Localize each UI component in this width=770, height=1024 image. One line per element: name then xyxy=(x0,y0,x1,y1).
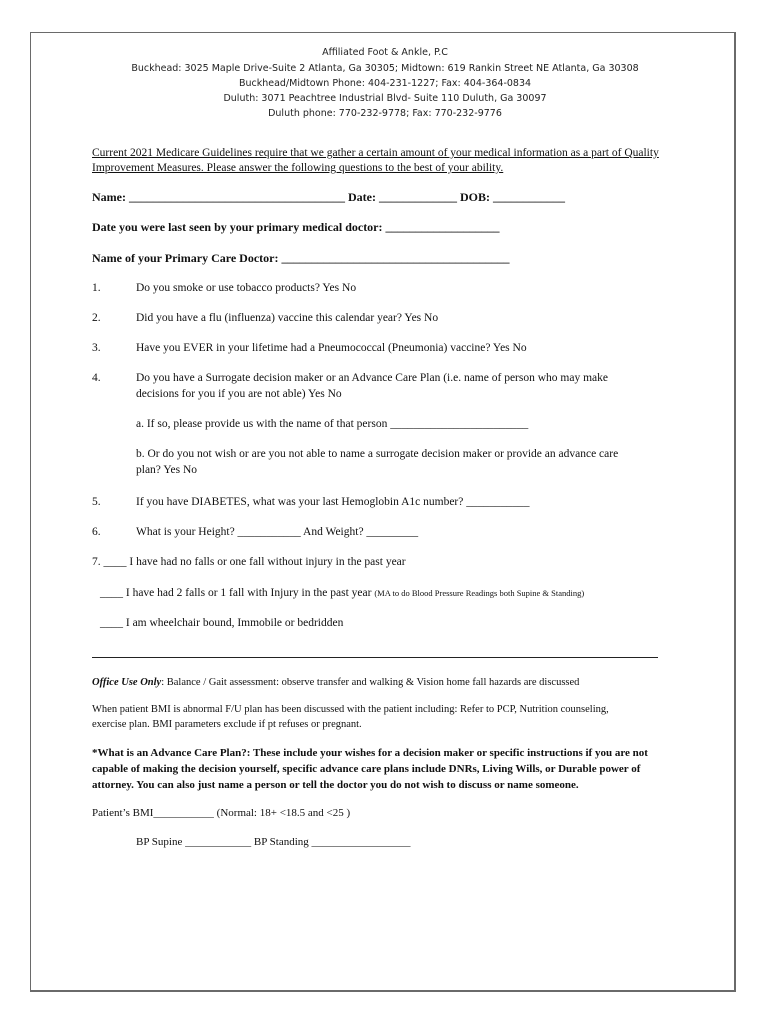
q7-option-no-falls[interactable]: 7. ____ I have had no falls or one fall without injury in the past year xyxy=(92,556,406,568)
office-use-row xyxy=(92,675,579,690)
q1-text[interactable]: Do you smoke or use tobacco products? Yes No xyxy=(136,282,357,294)
q7-ma-note: (MA to do Blood Pressure Readings both Supine & Standing) xyxy=(374,588,585,598)
address-line-4: Duluth phone: 770-232-9778; Fax: 770-232-9776 xyxy=(268,108,502,119)
q4a-text[interactable]: a. If so, please provide us with the name of that person ________________________ xyxy=(136,418,529,430)
q4-number: 4. xyxy=(92,372,101,384)
q2-text[interactable]: Did you have a flu (influenza) vaccine this calendar year? Yes No xyxy=(136,312,439,324)
address-line-2: Buckhead/Midtown Phone: 404-231-1227; Fax: 404-364-0834 xyxy=(238,78,532,89)
acp-line-1: *What is an Advance Care Plan?: These include your wishes for a decision maker or specific instructions if you are not xyxy=(92,747,648,759)
acp-line-3: attorney. You can also just name a person or tell the doctor you do not wish to discuss or name someone. xyxy=(92,779,579,791)
q7-option-wheelchair[interactable]: ____ I am wheelchair bound, Immobile or bedridden xyxy=(100,617,344,629)
q2-number: 2. xyxy=(92,312,101,324)
q6-text[interactable]: What is your Height? ___________ And Weight? _________ xyxy=(136,526,419,538)
address-line-3: Duluth: 3071 Peachtree Industrial Blvd- Suite 110 Duluth, Ga 30097 xyxy=(223,93,547,104)
q4b-line-2[interactable]: plan? Yes No xyxy=(136,464,198,476)
q1-number: 1. xyxy=(92,282,101,294)
office-use-label: Office Use Only xyxy=(92,677,162,688)
q4b-line-1: b. Or do you not wish or are you not able to name a surrogate decision maker or provide an advance care xyxy=(136,448,619,460)
acp-line-2: capable of making the decision yourself, specific advance care plans include DNRs, Living Wills, or Durable power of xyxy=(92,763,641,775)
q6-number: 6. xyxy=(92,526,101,538)
divider-line xyxy=(92,657,658,658)
address-line-1: Buckhead: 3025 Maple Drive-Suite 2 Atlanta, Ga 30305; Midtown: 619 Rankin Street NE Atlanta, Ga 30308 xyxy=(131,63,639,74)
bp-fields[interactable]: BP Supine ____________ BP Standing __________________ xyxy=(136,836,411,848)
q4-line-1: Do you have a Surrogate decision maker or an Advance Care Plan (i.e. name of person who may make xyxy=(136,372,608,384)
q5-number: 5. xyxy=(92,496,101,508)
q7-option-two-falls-label: ____ I have had 2 falls or 1 fall with Injury in the past year xyxy=(100,587,372,599)
bmi-plan-line-1: When patient BMI is abnormal F/U plan has been discussed with the patient including: Refer to PCP, Nutrition counseling, xyxy=(92,704,609,715)
q3-text[interactable]: Have you EVER in your lifetime had a Pneumococcal (Pneumonia) vaccine? Yes No xyxy=(136,342,527,354)
intro-line-2: Improvement Measures. Please answer the following questions to the best of your ability. xyxy=(92,162,504,174)
pcp-name-field[interactable]: Name of your Primary Care Doctor: ______________________________________ xyxy=(92,251,510,265)
intro-line-1: Current 2021 Medicare Guidelines require that we gather a certain amount of your medical information as a part of Quality xyxy=(92,147,659,159)
bmi-plan-line-2: exercise plan. BMI parameters exclude if pt refuses or pregnant. xyxy=(92,719,362,730)
q5-text[interactable]: If you have DIABETES, what was your last Hemoglobin A1c number? ___________ xyxy=(136,496,530,508)
q7-option-two-falls[interactable] xyxy=(100,586,584,601)
patient-bmi-field[interactable]: Patient’s BMI___________ (Normal: 18+ <18.5 and <25 ) xyxy=(92,807,351,819)
company-name: Affiliated Foot & Ankle, P.C xyxy=(322,47,448,58)
q4-line-2[interactable]: decisions for you if you are not able) Yes No xyxy=(136,388,342,400)
last-seen-field[interactable]: Date you were last seen by your primary medical doctor: ___________________ xyxy=(92,220,500,234)
office-use-text: : Balance / Gait assessment: observe transfer and walking & Vision home fall hazards are discussed xyxy=(161,677,580,688)
name-date-dob-row[interactable]: Name: ____________________________________ Date: _____________ DOB: ____________ xyxy=(92,190,565,204)
q3-number: 3. xyxy=(92,342,101,354)
